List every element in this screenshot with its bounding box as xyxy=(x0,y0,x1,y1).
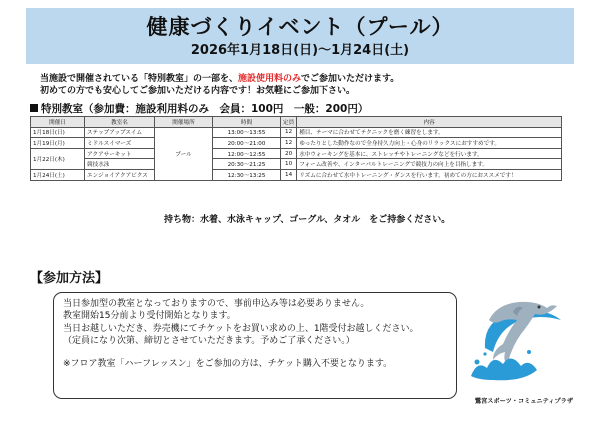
intro-text-a: 当施設で開催されている「特別教室」の一部を、 xyxy=(40,74,239,84)
intro-highlight: 施設使用料のみ xyxy=(238,74,302,84)
header-content: 内容 xyxy=(297,117,562,128)
table-row xyxy=(31,169,562,180)
how-to-join-heading: 【参加方法】 xyxy=(30,271,109,286)
row-content: フォーム改善や、インターバルトレーニングで競技力の向上を目指します。 xyxy=(297,159,562,170)
dolphin-logo-icon xyxy=(463,290,581,382)
header-venue: 開催場所 xyxy=(155,117,213,128)
event-dates: 2026年1月18日(日)～1月24日(土) xyxy=(190,43,410,58)
row-capacity: 20 xyxy=(281,148,297,159)
header-date: 開催日 xyxy=(31,117,85,128)
row-date: 1月19日(月) xyxy=(31,138,85,149)
section-title: 特別教室 xyxy=(41,103,83,115)
how-line-2: 教室開始15分前より受付開始となります。 xyxy=(63,311,236,322)
intro-line-2: 初めての方でも安心してご参加いただける内容です！お気軽にご参加下さい。 xyxy=(40,86,356,96)
row-capacity: 12 xyxy=(281,138,297,149)
how-line-3: 当日お越しいただき、券売機にてチケットをお買い求めの上、1階受付お越しください。 xyxy=(63,323,419,334)
header-class: 教室名 xyxy=(85,117,155,128)
header-capacity: 定員 xyxy=(281,117,297,128)
row-capacity: 14 xyxy=(281,169,297,180)
row-date: 1月18日(日) xyxy=(31,127,85,138)
how-to-join-box xyxy=(53,292,457,399)
how-note: ※フロア教室「ハーフレッスン」をご参加の方は、チケット購入不要となります。 xyxy=(63,358,393,369)
row-time: 12:00～12:55 xyxy=(213,148,281,159)
row-class: エンジョイアクアビクス xyxy=(85,169,155,180)
row-content: 水中ウォーキングを基本に、ストレッチやトレーニングなどを行います。 xyxy=(297,148,562,159)
row-class: ステップアップスイム xyxy=(85,127,155,138)
items-to-bring: 持ち物：水着、水泳キャップ、ゴーグル、タオル をご持参ください。 xyxy=(164,215,451,225)
row-class: ミドルスイマーズ xyxy=(85,138,155,149)
row-content: 種目、テーマに合わせてテクニックを磨く練習をします。 xyxy=(297,127,562,138)
row-time: 20:30～21:25 xyxy=(213,159,281,170)
row-capacity: 12 xyxy=(281,127,297,138)
page-title: 健康づくりイベント（プール） xyxy=(146,15,454,39)
how-line-1: 当日参加型の教室となっておりますので、事前申込み等は必要ありません。 xyxy=(63,299,370,309)
schedule-table xyxy=(30,116,562,181)
row-content: リズムに合わせて水中トレーニング・ダンスを行います。初めての方におススメです！ xyxy=(297,169,562,180)
row-date: 1月22日(木) xyxy=(31,148,85,169)
how-line-4: （定員になり次第、締切とさせていただきます。予めご了承ください。） xyxy=(63,336,355,347)
title-banner xyxy=(26,8,574,64)
section-heading xyxy=(30,101,368,116)
row-class: アクアサーキット xyxy=(85,148,155,159)
section-fee: （参加費：施設利用料のみ 会員：100円 一般：200円） xyxy=(83,103,369,115)
row-date: 1月24日(土) xyxy=(31,169,85,180)
table-row xyxy=(31,127,562,138)
row-time: 12:30～13:25 xyxy=(213,169,281,180)
row-content: ゆったりとした動作なので全身持久力向上・心身のリラックスにおすすめです。 xyxy=(297,138,562,149)
table-row xyxy=(31,138,562,149)
intro-text xyxy=(40,73,399,97)
row-capacity: 10 xyxy=(281,159,297,170)
table-row xyxy=(31,159,562,170)
square-bullet-icon xyxy=(30,104,38,112)
intro-text-b: でご参加いただけます。 xyxy=(301,74,400,84)
table-header-row xyxy=(31,117,562,128)
header-time: 時間 xyxy=(213,117,281,128)
intro-line-1 xyxy=(40,73,399,85)
row-time: 20:00～21:00 xyxy=(213,138,281,149)
organization-name: 鷺宮スポーツ・コミュニティプラザ xyxy=(474,398,574,405)
table-row xyxy=(31,148,562,159)
row-time: 13:00～13:55 xyxy=(213,127,281,138)
row-venue: プール xyxy=(155,127,213,180)
row-class: 競技水泳 xyxy=(85,159,155,170)
